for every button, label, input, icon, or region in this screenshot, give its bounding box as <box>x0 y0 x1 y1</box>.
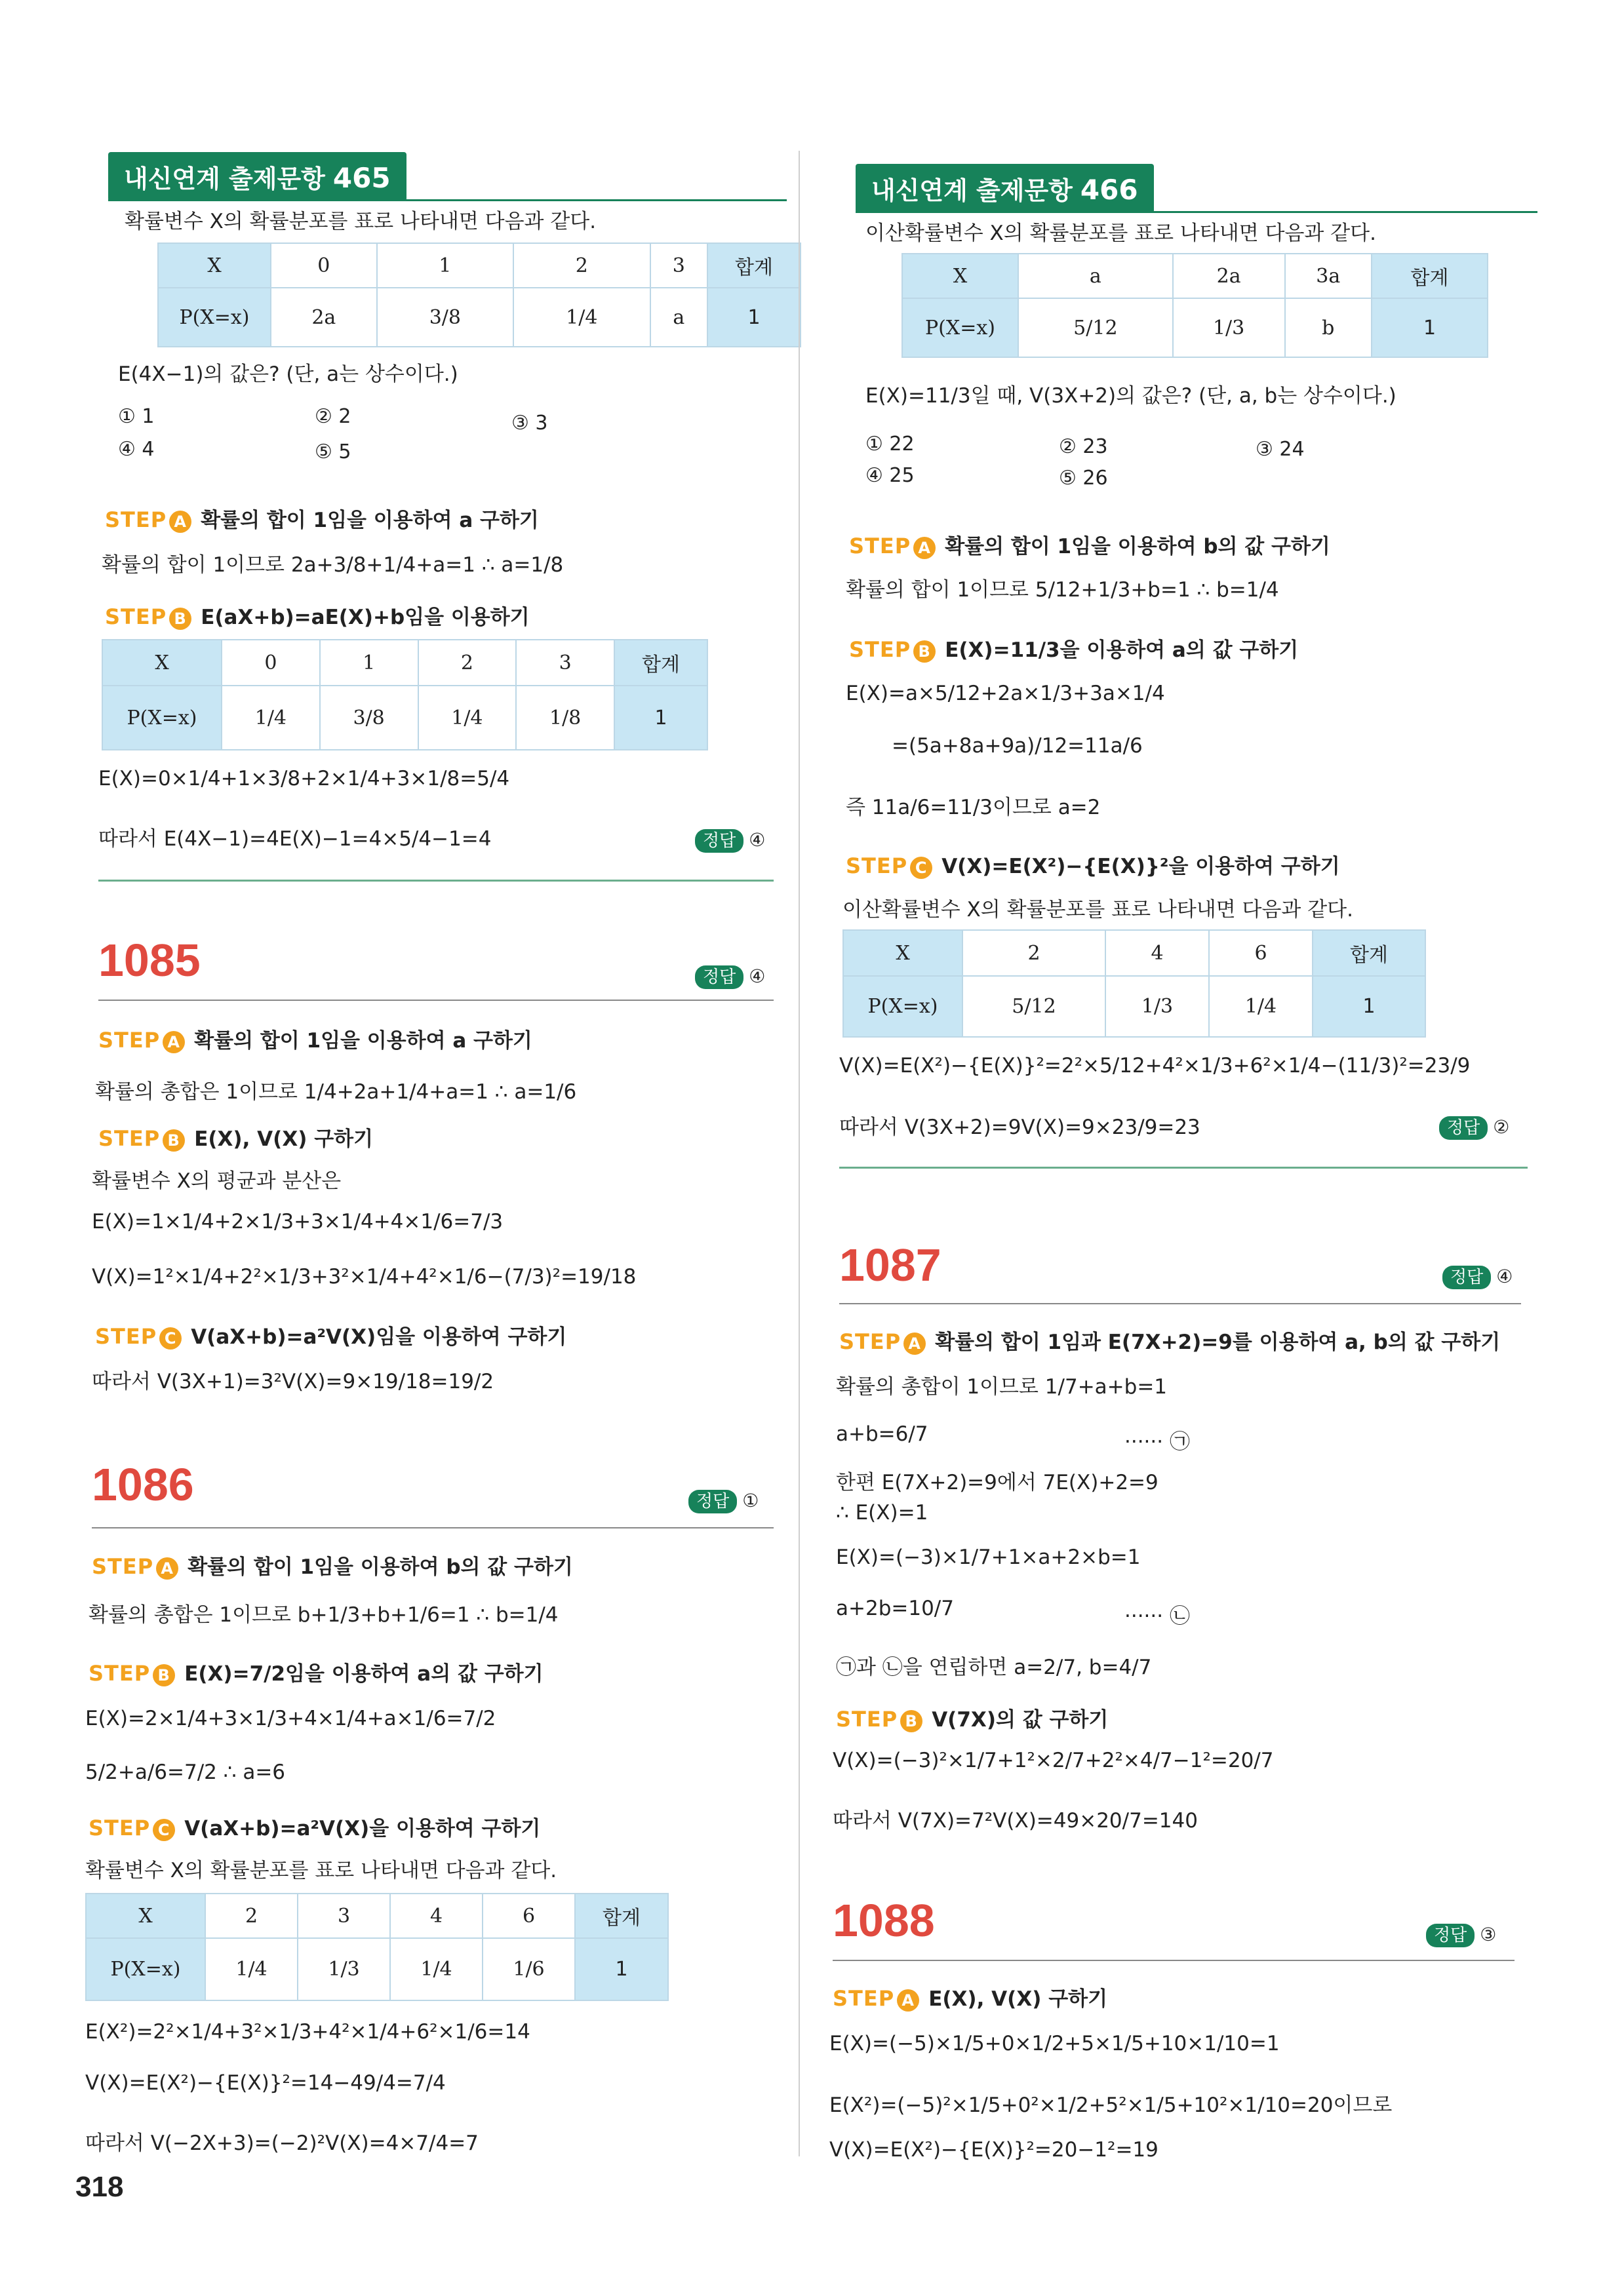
solution-line: 이산확률변수 X의 확률분포를 표로 나타내면 다음과 같다. <box>842 898 1353 922</box>
answer-value: ④ <box>1496 1266 1513 1287</box>
distribution-table-c <box>842 929 1426 1038</box>
section-divider <box>839 1167 1528 1169</box>
table-header-cell: 6 <box>483 1894 575 1938</box>
step-letter: A <box>913 537 936 559</box>
choice: ① 1 <box>118 405 155 428</box>
step-tag-text: STEP <box>92 1554 154 1579</box>
step-title: 확률의 합이 1임과 E(7X+2)=9를 이용하여 a, b의 값 구하기 <box>935 1331 1501 1354</box>
step-letter: B <box>163 1129 185 1152</box>
solution-line: E(X²)=2²×1/4+3²×1/3+4²×1/4+6²×1/6=14 <box>85 2020 530 2044</box>
table-header-cell: 합계 <box>1372 254 1488 298</box>
choice: ② 23 <box>1059 435 1108 458</box>
solution-line: 따라서 V(−2X+3)=(−2)²V(X)=4×7/4=7 <box>85 2131 479 2155</box>
solution-line: E(X)=0×1/4+1×3/8+2×1/4+3×1/8=5/4 <box>98 767 510 790</box>
solution-line: 확률의 총합은 1이므로 b+1/3+b+1/6=1 ∴ b=1/4 <box>89 1603 559 1627</box>
step-a <box>833 1982 1107 2012</box>
step-tag <box>89 1816 175 1840</box>
choice: ④ 25 <box>865 464 915 487</box>
table-cell: 1/6 <box>483 1938 575 2000</box>
solution-line: 확률의 합이 1이므로 2a+3/8+1/4+a=1 ∴ a=1/8 <box>102 553 564 577</box>
step-tag-text: STEP <box>95 1324 157 1349</box>
page-number: 318 <box>75 2171 124 2203</box>
step-c <box>89 1812 540 1841</box>
step-b <box>98 1122 373 1152</box>
exam-badge-466 <box>856 164 1154 213</box>
solution-line: a+b=6/7 <box>836 1422 928 1446</box>
table-cell: 1/4 <box>418 686 517 750</box>
problem-number: 1087 <box>839 1239 941 1291</box>
table-header-cell: 2a <box>1173 254 1285 298</box>
answer-badge <box>695 963 765 988</box>
step-tag-text: STEP <box>849 534 911 558</box>
choice: ② 2 <box>315 405 351 428</box>
solution-line: 확률변수 X의 확률분포를 표로 나타내면 다음과 같다. <box>85 1859 557 1882</box>
distribution-table <box>901 253 1488 358</box>
step-letter: B <box>900 1710 922 1732</box>
problem-rule <box>833 1960 1515 1961</box>
step-letter: B <box>153 1664 175 1686</box>
table-header-cell: 4 <box>1105 930 1209 976</box>
table-cell: 1 <box>707 288 801 347</box>
equation-marker: ······ ㉠ <box>1124 1430 1190 1454</box>
solution-line: E(X)=1×1/4+2×1/3+3×1/4+4×1/6=7/3 <box>92 1210 504 1234</box>
step-tag-text: STEP <box>89 1661 151 1686</box>
step-tag-text: STEP <box>98 1028 161 1053</box>
column-divider <box>799 151 800 2156</box>
equation-marker: ······ ㉡ <box>1124 1605 1190 1628</box>
table-header-cell: 6 <box>1209 930 1313 976</box>
problem-number: 1086 <box>92 1459 194 1510</box>
step-letter: C <box>910 857 932 879</box>
step-title: E(X)=11/3을 이용하여 a의 값 구하기 <box>945 638 1299 662</box>
solution-line: E(X)=a×5/12+2a×1/3+3a×1/4 <box>846 682 1165 705</box>
answer-value: ① <box>742 1490 759 1511</box>
table-header-cell: 1 <box>377 243 513 288</box>
table-cell: 1 <box>1372 298 1488 357</box>
table-header-cell: 3a <box>1285 254 1372 298</box>
answer-value: ② <box>1493 1116 1510 1138</box>
step-tag <box>836 1707 922 1732</box>
badge-number: 466 <box>1080 174 1138 206</box>
problem-rule <box>98 1000 774 1001</box>
step-c <box>95 1320 566 1350</box>
problem-rule <box>839 1303 1521 1304</box>
step-tag-text: STEP <box>105 507 167 532</box>
step-letter: C <box>153 1819 175 1841</box>
table-cell: 1/4 <box>513 288 650 347</box>
solution-line: =(5a+8a+9a)/12=11a/6 <box>892 734 1143 758</box>
table-header-cell: X <box>843 930 962 976</box>
answer-label: 정답 <box>688 1490 737 1513</box>
choice: ⑤ 5 <box>315 440 351 463</box>
step-tag <box>105 604 191 629</box>
answer-label: 정답 <box>1442 1266 1491 1289</box>
choice: ③ 24 <box>1256 438 1305 461</box>
step-letter: A <box>156 1557 178 1580</box>
step-c <box>846 849 1340 879</box>
step-tag-text: STEP <box>839 1329 901 1354</box>
step-title: V(aX+b)=a²V(X)을 이용하여 구하기 <box>184 1817 541 1840</box>
table-cell: 1/4 <box>205 1938 298 2000</box>
table-cell: 1 <box>614 686 707 750</box>
answer-badge <box>1442 1264 1513 1288</box>
step-title: E(aX+b)=aE(X)+b임을 이용하기 <box>201 606 530 629</box>
step-tag-text: STEP <box>836 1707 898 1732</box>
solution-line: E(X)=2×1/4+3×1/3+4×1/4+a×1/6=7/2 <box>85 1707 496 1730</box>
step-tag-text: STEP <box>98 1126 161 1151</box>
table-header-cell: X <box>158 243 271 288</box>
question: E(X)=11/3일 때, V(3X+2)의 값은? (단, a, b는 상수이다.) <box>865 384 1396 408</box>
step-title: 확률의 합이 1임을 이용하여 b의 값 구하기 <box>945 535 1330 558</box>
step-tag <box>839 1329 926 1354</box>
table-cell: 1/3 <box>1105 976 1209 1037</box>
answer-badge <box>695 827 765 851</box>
table-cell: 1/4 <box>390 1938 483 2000</box>
choice: ③ 3 <box>511 412 548 435</box>
badge-number: 465 <box>332 162 391 194</box>
answer-label: 정답 <box>1439 1116 1488 1140</box>
table-cell: 3/8 <box>377 288 513 347</box>
table-cell: 1 <box>575 1938 668 2000</box>
problem-rule <box>92 1527 774 1528</box>
solution-line: 한편 E(7X+2)=9에서 7E(X)+2=9 <box>836 1471 1159 1494</box>
step-tag <box>98 1126 185 1151</box>
section-divider <box>98 880 774 882</box>
step-title: V(aX+b)=a²V(X)임을 이용하여 구하기 <box>191 1325 567 1349</box>
answer-value: ④ <box>749 829 766 851</box>
solution-line: V(X)=1²×1/4+2²×1/3+3²×1/4+4²×1/6−(7/3)²=19/18 <box>92 1265 637 1289</box>
solution-line: a+2b=10/7 <box>836 1597 954 1620</box>
table-cell: 1 <box>1313 976 1425 1037</box>
step-letter: A <box>163 1031 185 1053</box>
answer-badge <box>1426 1922 1496 1946</box>
table-cell: b <box>1285 298 1372 357</box>
table-header-cell: X <box>102 640 222 686</box>
answer-badge <box>1439 1114 1509 1138</box>
distribution-table-1086 <box>85 1893 669 2001</box>
solution-line: 확률변수 X의 평균과 분산은 <box>92 1169 342 1193</box>
table-cell: P(X=x) <box>902 298 1018 357</box>
distribution-table <box>157 243 801 347</box>
table-cell: 1/4 <box>222 686 320 750</box>
table-header-cell: 0 <box>222 640 320 686</box>
choice: ⑤ 26 <box>1059 467 1108 490</box>
problem-number: 1088 <box>833 1895 935 1946</box>
table-cell: a <box>650 288 707 347</box>
step-a <box>839 1325 1500 1355</box>
choice: ① 22 <box>865 433 915 456</box>
solution-line: 따라서 V(3X+1)=3²V(X)=9×19/18=19/2 <box>92 1370 494 1393</box>
step-tag-text: STEP <box>849 637 911 662</box>
step-tag <box>98 1028 185 1053</box>
table-cell: P(X=x) <box>102 686 222 750</box>
step-title: E(X)=7/2임을 이용하여 a의 값 구하기 <box>184 1662 544 1686</box>
solution-line: 확률의 총합이 1이므로 1/7+a+b=1 <box>836 1375 1168 1399</box>
table-header-cell: 2 <box>418 640 517 686</box>
solution-line: 확률의 총합은 1이므로 1/4+2a+1/4+a=1 ∴ a=1/6 <box>95 1080 577 1104</box>
answer-value: ③ <box>1480 1924 1497 1945</box>
table-cell: 1/4 <box>1209 976 1313 1037</box>
table-header-cell: 0 <box>271 243 377 288</box>
step-b <box>89 1657 544 1686</box>
problem-stem: 이산확률변수 X의 확률분포를 표로 나타내면 다음과 같다. <box>865 222 1376 245</box>
step-tag-text: STEP <box>833 1986 895 2011</box>
step-b <box>836 1703 1108 1732</box>
step-letter: C <box>159 1327 182 1350</box>
answer-label: 정답 <box>695 965 743 989</box>
step-b <box>849 633 1298 663</box>
solution-line: 5/2+a/6=7/2 ∴ a=6 <box>85 1761 286 1784</box>
step-tag <box>92 1554 178 1579</box>
table-cell: P(X=x) <box>86 1938 205 2000</box>
step-tag <box>833 1986 919 2011</box>
table-header-cell: X <box>902 254 1018 298</box>
solution-line: 즉 11a/6=11/3이므로 a=2 <box>846 796 1101 819</box>
badge-label: 내신연계 출제문항 <box>871 176 1073 205</box>
solution-line: E(X²)=(−5)²×1/5+0²×1/2+5²×1/5+10²×1/10=20이므로 <box>829 2093 1393 2117</box>
badge-underline <box>108 199 787 201</box>
solution-line: 확률의 합이 1이므로 5/12+1/3+b=1 ∴ b=1/4 <box>846 578 1279 602</box>
table-cell: 5/12 <box>962 976 1105 1037</box>
step-letter: B <box>913 640 936 663</box>
table-cell: 1/3 <box>298 1938 390 2000</box>
answer-label: 정답 <box>1426 1924 1475 1947</box>
solution-line: 따라서 E(4X−1)=4E(X)−1=4×5/4−1=4 <box>98 827 492 851</box>
step-tag <box>105 507 191 532</box>
step-a <box>98 1024 532 1053</box>
table-cell: 1/3 <box>1173 298 1285 357</box>
table-header-cell: 합계 <box>575 1894 668 1938</box>
step-tag <box>95 1324 182 1349</box>
table-header-cell: 2 <box>513 243 650 288</box>
step-b <box>105 600 530 630</box>
table-header-cell: 3 <box>298 1894 390 1938</box>
step-title: V(X)=E(X²)−{E(X)}²을 이용하여 구하기 <box>941 855 1340 878</box>
table-header-cell: 합계 <box>1313 930 1425 976</box>
table-cell: 2a <box>271 288 377 347</box>
step-title: 확률의 합이 1임을 이용하여 a 구하기 <box>201 509 539 532</box>
answer-badge <box>688 1488 759 1512</box>
solution-line: ㉠과 ㉡을 연립하면 a=2/7, b=4/7 <box>836 1656 1152 1679</box>
table-header-cell: 3 <box>650 243 707 288</box>
table-cell: 3/8 <box>320 686 418 750</box>
table-header-cell: 합계 <box>614 640 707 686</box>
table-header-cell: 1 <box>320 640 418 686</box>
badge-label: 내신연계 출제문항 <box>124 165 325 193</box>
solution-line: V(X)=(−3)²×1/7+1²×2/7+2²×4/7−1²=20/7 <box>833 1749 1274 1772</box>
step-title: 확률의 합이 1임을 이용하여 a 구하기 <box>194 1029 532 1053</box>
table-cell: 5/12 <box>1018 298 1173 357</box>
table-header-cell: 4 <box>390 1894 483 1938</box>
step-tag <box>849 534 936 558</box>
table-cell: P(X=x) <box>158 288 271 347</box>
answer-label: 정답 <box>695 829 743 853</box>
table-header-cell: 2 <box>205 1894 298 1938</box>
step-letter: A <box>169 511 191 533</box>
step-title: E(X), V(X) 구하기 <box>928 1987 1108 2011</box>
step-tag-text: STEP <box>846 853 908 878</box>
solution-line: 따라서 V(7X)=7²V(X)=49×20/7=140 <box>833 1809 1198 1833</box>
step-tag <box>849 637 936 662</box>
step-a <box>849 530 1330 559</box>
solution-line: ∴ E(X)=1 <box>836 1501 928 1525</box>
table-header-cell: 2 <box>962 930 1105 976</box>
step-a <box>92 1550 573 1580</box>
solution-line: 따라서 V(3X+2)=9V(X)=9×23/9=23 <box>839 1116 1200 1139</box>
step-tag <box>846 853 932 878</box>
answer-value: ④ <box>749 965 766 987</box>
step-tag-text: STEP <box>105 604 167 629</box>
table-cell: P(X=x) <box>843 976 962 1037</box>
distribution-table-b <box>102 639 708 750</box>
table-header-cell: 합계 <box>707 243 801 288</box>
problem-stem: 확률변수 X의 확률분포를 표로 나타내면 다음과 같다. <box>125 210 597 233</box>
table-header-cell: X <box>86 1894 205 1938</box>
badge-underline <box>856 211 1537 213</box>
table-cell: 1/8 <box>516 686 614 750</box>
table-header-cell: 3 <box>516 640 614 686</box>
choice: ④ 4 <box>118 438 155 461</box>
solution-line: V(X)=E(X²)−{E(X)}²=14−49/4=7/4 <box>85 2071 446 2095</box>
step-title: V(7X)의 값 구하기 <box>932 1708 1109 1732</box>
step-letter: B <box>169 608 191 630</box>
table-header-cell: a <box>1018 254 1173 298</box>
step-title: E(X), V(X) 구하기 <box>194 1127 374 1151</box>
step-a <box>105 503 539 533</box>
step-tag-text: STEP <box>89 1816 151 1840</box>
problem-number: 1085 <box>98 935 201 986</box>
step-letter: A <box>897 1989 919 2012</box>
question: E(4X−1)의 값은? (단, a는 상수이다.) <box>118 362 458 386</box>
exam-badge-465 <box>108 152 406 201</box>
solution-line: E(X)=(−5)×1/5+0×1/2+5×1/5+10×1/10=1 <box>829 2032 1280 2055</box>
step-letter: A <box>903 1333 926 1355</box>
step-title: 확률의 합이 1임을 이용하여 b의 값 구하기 <box>188 1555 573 1579</box>
solution-line: V(X)=E(X²)−{E(X)}²=2²×5/12+4²×1/3+6²×1/4−(11/3)²=23/9 <box>839 1054 1471 1078</box>
solution-line: V(X)=E(X²)−{E(X)}²=20−1²=19 <box>829 2138 1159 2162</box>
solution-line: E(X)=(−3)×1/7+1×a+2×b=1 <box>836 1546 1141 1569</box>
step-tag <box>89 1661 175 1686</box>
